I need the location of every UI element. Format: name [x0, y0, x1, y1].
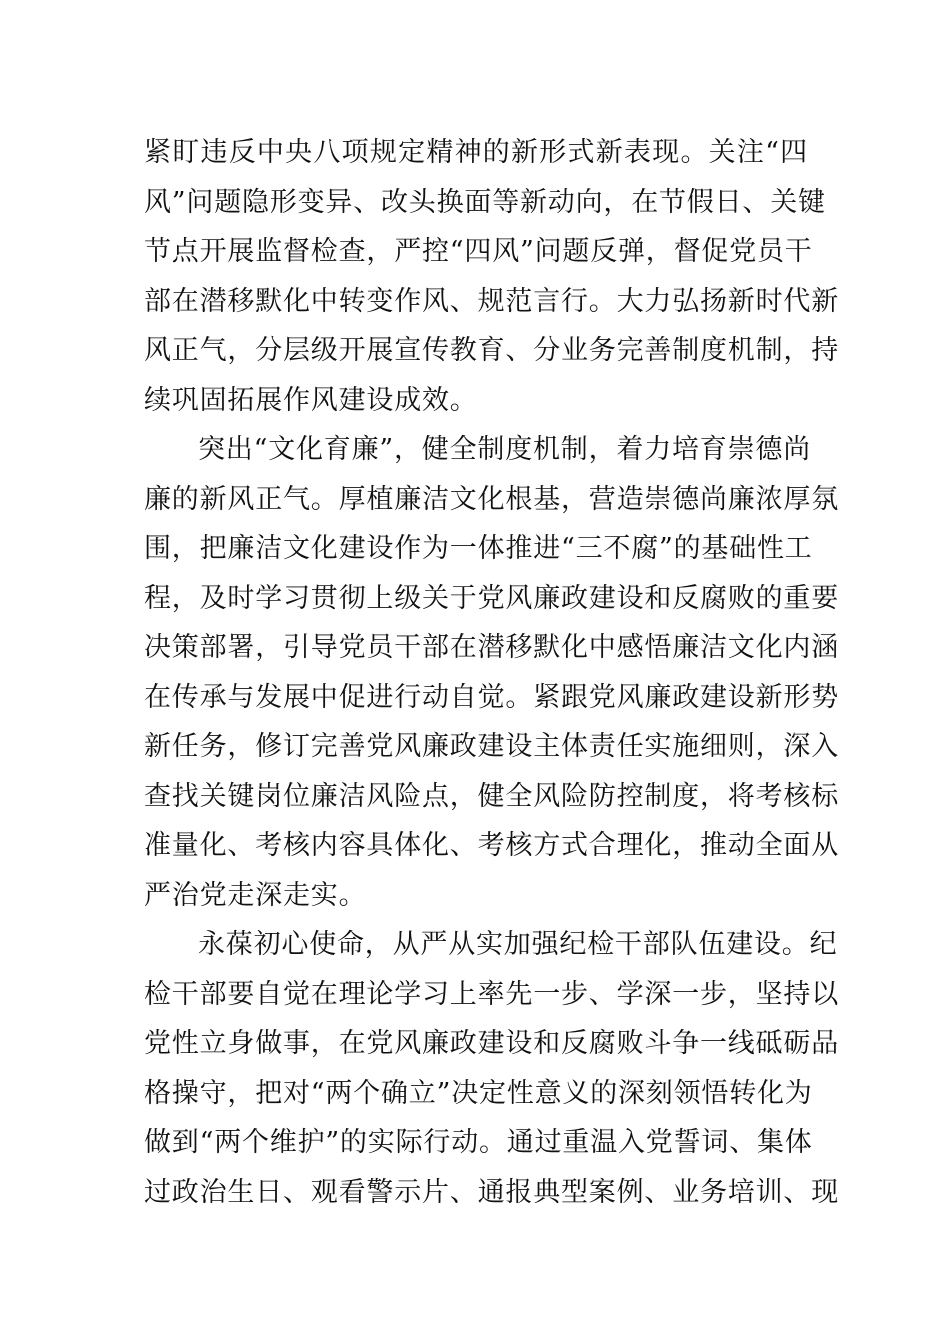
text-line: 党性立身做事，在党风廉政建设和反腐败斗争一线砥砺品 — [144, 1028, 839, 1059]
text-line: 新任务，修订完善党风廉政建设主体责任实施细则，深入 — [144, 731, 839, 762]
text-line: 检干部要自觉在理论学习上率先一步、学深一步，坚持以 — [144, 978, 839, 1010]
text-line: 续巩固拓展作风建设成效。 — [144, 384, 478, 416]
text-line: 风正气，分层级开展宣传教育、分业务完善制度机制，持 — [144, 335, 839, 366]
text-line: 廉的新风正气。厚植廉洁文化根基，营造崇德尚廉浓厚氛 — [144, 483, 839, 515]
text-line: 紧盯违反中央八项规定精神的新形式新表现。关注“四 — [144, 137, 808, 168]
text-line: 格操守，把对“两个确立”决定性意义的深刻领悟转化为 — [144, 1077, 813, 1109]
text-line: 围，把廉洁文化建设作为一体推进“三不腐”的基础性工 — [144, 533, 813, 564]
text-line: 准量化、考核内容具体化、考核方式合理化，推动全面从 — [144, 830, 839, 861]
paragraph-first-line: 永葆初心使命，从严从实加强纪检干部队伍建设。纪 — [198, 929, 838, 960]
text-line: 做到“两个维护”的实际行动。通过重温入党誓词、集体 — [144, 1127, 813, 1158]
document-body-text — [144, 128, 839, 1217]
text-line: 在传承与发展中促进行动自觉。紧跟党风廉政建设新形势 — [144, 681, 839, 713]
text-line: 风”问题隐形变异、改头换面等新动向，在节假日、关键 — [144, 186, 826, 218]
text-line: 部在潜移默化中转变作风、规范言行。大力弘扬新时代新 — [144, 285, 839, 317]
text-line: 节点开展监督检查，严控“四风”问题反弹，督促党员干 — [144, 236, 813, 267]
text-line: 查找关键岗位廉洁风险点，健全风险防控制度，将考核标 — [144, 780, 839, 812]
paragraph-first-line: 突出“文化育廉”，健全制度机制，着力培育崇德尚 — [198, 434, 812, 465]
text-line: 程，及时学习贯彻上级关于党风廉政建设和反腐败的重要 — [144, 582, 839, 614]
text-line: 严治党走深走实。 — [144, 879, 367, 911]
text-line: 过政治生日、观看警示片、通报典型案例、业务培训、现 — [144, 1176, 839, 1208]
text-line: 决策部署，引导党员干部在潜移默化中感悟廉洁文化内涵 — [144, 632, 839, 663]
